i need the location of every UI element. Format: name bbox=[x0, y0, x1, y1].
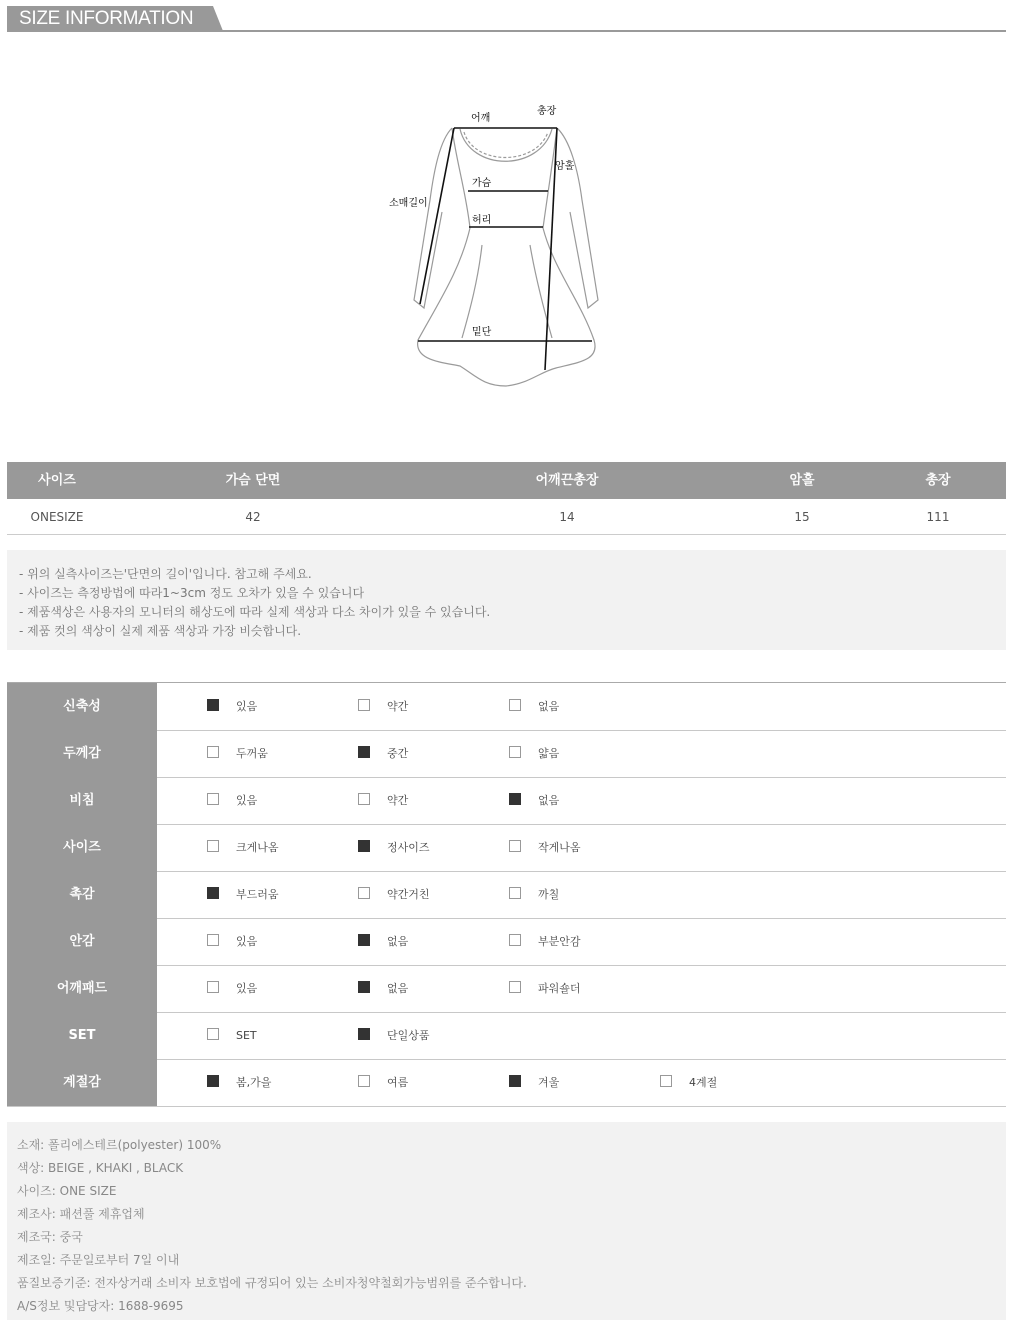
note-line: - 사이즈는 측정방법에 따라1~3cm 정도 오차가 있을 수 있습니다 bbox=[19, 586, 365, 600]
page-title: SIZE INFORMATION bbox=[19, 8, 194, 29]
unchecked-box-icon bbox=[207, 746, 219, 758]
attribute-option-label: 단일상품 bbox=[387, 1029, 430, 1042]
attribute-option-label: 4계절 bbox=[689, 1076, 718, 1089]
notes-box bbox=[7, 550, 1006, 650]
attribute-row bbox=[7, 730, 1006, 778]
unchecked-box-icon bbox=[207, 1028, 219, 1040]
unchecked-box-icon bbox=[660, 1075, 672, 1087]
checked-box-icon bbox=[358, 981, 370, 993]
attribute-option-label: 크게나옴 bbox=[236, 841, 279, 854]
chest-label: 가슴 bbox=[472, 178, 492, 189]
cell-armhole: 15 bbox=[794, 510, 810, 524]
attribute-row bbox=[7, 683, 1006, 731]
total-length-label: 총장 bbox=[537, 106, 557, 117]
attribute-option-label: 까칠 bbox=[538, 888, 560, 901]
unchecked-box-icon bbox=[358, 793, 370, 805]
attribute-option-label: 얇음 bbox=[538, 747, 560, 760]
checked-box-icon bbox=[358, 934, 370, 946]
attribute-option-label: 중간 bbox=[387, 747, 409, 760]
unchecked-box-icon bbox=[207, 793, 219, 805]
unchecked-box-icon bbox=[358, 1075, 370, 1087]
info-material: 소재: 폴리에스테르(polyester) 100% bbox=[17, 1138, 222, 1152]
cell-chest: 42 bbox=[245, 510, 261, 524]
attribute-option-label: 겨울 bbox=[538, 1076, 560, 1089]
info-size: 사이즈: ONE SIZE bbox=[17, 1184, 117, 1198]
info-quality-guarantee: 품질보증기준: 전자상거래 소비자 보호법에 규정되어 있는 소비자청약철회가능범위를 준수합니다. bbox=[17, 1276, 527, 1290]
attribute-label: 안감 bbox=[7, 918, 157, 965]
unchecked-box-icon bbox=[509, 887, 521, 899]
attribute-label: 비침 bbox=[7, 777, 157, 824]
cell-strap-length: 14 bbox=[559, 510, 575, 524]
unchecked-box-icon bbox=[509, 746, 521, 758]
unchecked-box-icon bbox=[509, 840, 521, 852]
attribute-row bbox=[7, 777, 1006, 825]
attribute-option-label: 없음 bbox=[538, 794, 560, 807]
checked-box-icon bbox=[207, 887, 219, 899]
unchecked-box-icon bbox=[509, 934, 521, 946]
cell-size: ONESIZE bbox=[30, 510, 84, 524]
attribute-option-label: 파워숄더 bbox=[538, 982, 581, 995]
col-strap-length: 어깨끈총장 bbox=[535, 473, 599, 488]
attribute-option-label: 부드러움 bbox=[236, 888, 279, 901]
attribute-row bbox=[7, 918, 1006, 966]
attribute-option-label: 봄,가을 bbox=[236, 1076, 272, 1089]
checked-box-icon bbox=[358, 746, 370, 758]
attribute-row bbox=[7, 1012, 1006, 1060]
attribute-option-label: 없음 bbox=[387, 935, 409, 948]
attribute-label: 신축성 bbox=[7, 683, 157, 730]
checked-box-icon bbox=[358, 1028, 370, 1040]
cell-total-length: 111 bbox=[926, 510, 950, 524]
attribute-option-label: 있음 bbox=[236, 794, 258, 807]
unchecked-box-icon bbox=[509, 699, 521, 711]
table-row bbox=[7, 499, 1006, 535]
info-country: 제조국: 중국 bbox=[17, 1230, 83, 1244]
unchecked-box-icon bbox=[358, 887, 370, 899]
attribute-table bbox=[7, 682, 1006, 1107]
attribute-row bbox=[7, 965, 1006, 1013]
attribute-label: 두께감 bbox=[7, 730, 157, 777]
hem-label: 밑단 bbox=[472, 327, 492, 338]
checked-box-icon bbox=[509, 1075, 521, 1087]
note-line: - 제품 컷의 색상이 실제 제품 색상과 가장 비슷합니다. bbox=[19, 624, 302, 638]
info-color: 색상: BEIGE , KHAKI , BLACK bbox=[17, 1161, 184, 1175]
unchecked-box-icon bbox=[358, 699, 370, 711]
attribute-option-label: 있음 bbox=[236, 982, 258, 995]
col-chest: 가슴 단면 bbox=[225, 473, 281, 488]
dress-measurement-diagram bbox=[0, 0, 1023, 460]
attribute-option-label: 약간거친 bbox=[387, 888, 430, 901]
unchecked-box-icon bbox=[207, 981, 219, 993]
waist-label: 허리 bbox=[472, 215, 492, 226]
col-size: 사이즈 bbox=[38, 473, 76, 488]
attribute-row bbox=[7, 824, 1006, 872]
attribute-label: 촉감 bbox=[7, 871, 157, 918]
sleeve-line bbox=[420, 128, 454, 304]
attribute-option-label: 여름 bbox=[387, 1076, 409, 1089]
attribute-option-label: 약간 bbox=[387, 794, 409, 807]
armhole-label: 암홀 bbox=[555, 161, 575, 172]
checked-box-icon bbox=[358, 840, 370, 852]
product-info-box bbox=[7, 1122, 1006, 1320]
attribute-option-label: 부분안감 bbox=[538, 935, 581, 948]
checked-box-icon bbox=[207, 699, 219, 711]
attribute-option-label: 두꺼움 bbox=[236, 747, 268, 760]
attribute-option-label: 없음 bbox=[538, 700, 560, 713]
attribute-label: 사이즈 bbox=[7, 824, 157, 871]
unchecked-box-icon bbox=[207, 840, 219, 852]
col-armhole: 암홀 bbox=[789, 473, 815, 488]
col-total-length: 총장 bbox=[925, 473, 951, 488]
checked-box-icon bbox=[207, 1075, 219, 1087]
attribute-option-label: 약간 bbox=[387, 700, 409, 713]
attribute-option-label: SET bbox=[236, 1029, 257, 1042]
attribute-label: 계절감 bbox=[7, 1059, 157, 1106]
size-table-header bbox=[7, 462, 1006, 499]
attribute-option-label: 작게나옴 bbox=[538, 841, 581, 854]
info-manufacture-date: 제조일: 주문일로부터 7일 이내 bbox=[17, 1253, 180, 1267]
attribute-label: SET bbox=[7, 1012, 157, 1059]
attribute-option-label: 없음 bbox=[387, 982, 409, 995]
attribute-option-label: 있음 bbox=[236, 935, 258, 948]
note-line: - 위의 실측사이즈는'단면의 길이'입니다. 참고해 주세요. bbox=[19, 567, 312, 581]
note-line: - 제품색상은 사용자의 모니터의 해상도에 따라 실제 색상과 다소 차이가 있을 수 있습니다. bbox=[19, 605, 491, 619]
attribute-row bbox=[7, 1059, 1006, 1107]
attribute-option-label: 있음 bbox=[236, 700, 258, 713]
attribute-row bbox=[7, 871, 1006, 919]
unchecked-box-icon bbox=[509, 981, 521, 993]
sleeve-label: 소매길이 bbox=[389, 198, 428, 209]
info-as-contact: A/S정보 및담당자: 1688-9695 bbox=[17, 1299, 184, 1313]
info-manufacturer: 제조사: 패션풀 제휴업체 bbox=[17, 1207, 145, 1221]
unchecked-box-icon bbox=[207, 934, 219, 946]
checked-box-icon bbox=[509, 793, 521, 805]
attribute-option-label: 정사이즈 bbox=[387, 841, 430, 854]
shoulder-label: 어깨 bbox=[471, 113, 491, 124]
attribute-label: 어깨패드 bbox=[7, 965, 157, 1012]
